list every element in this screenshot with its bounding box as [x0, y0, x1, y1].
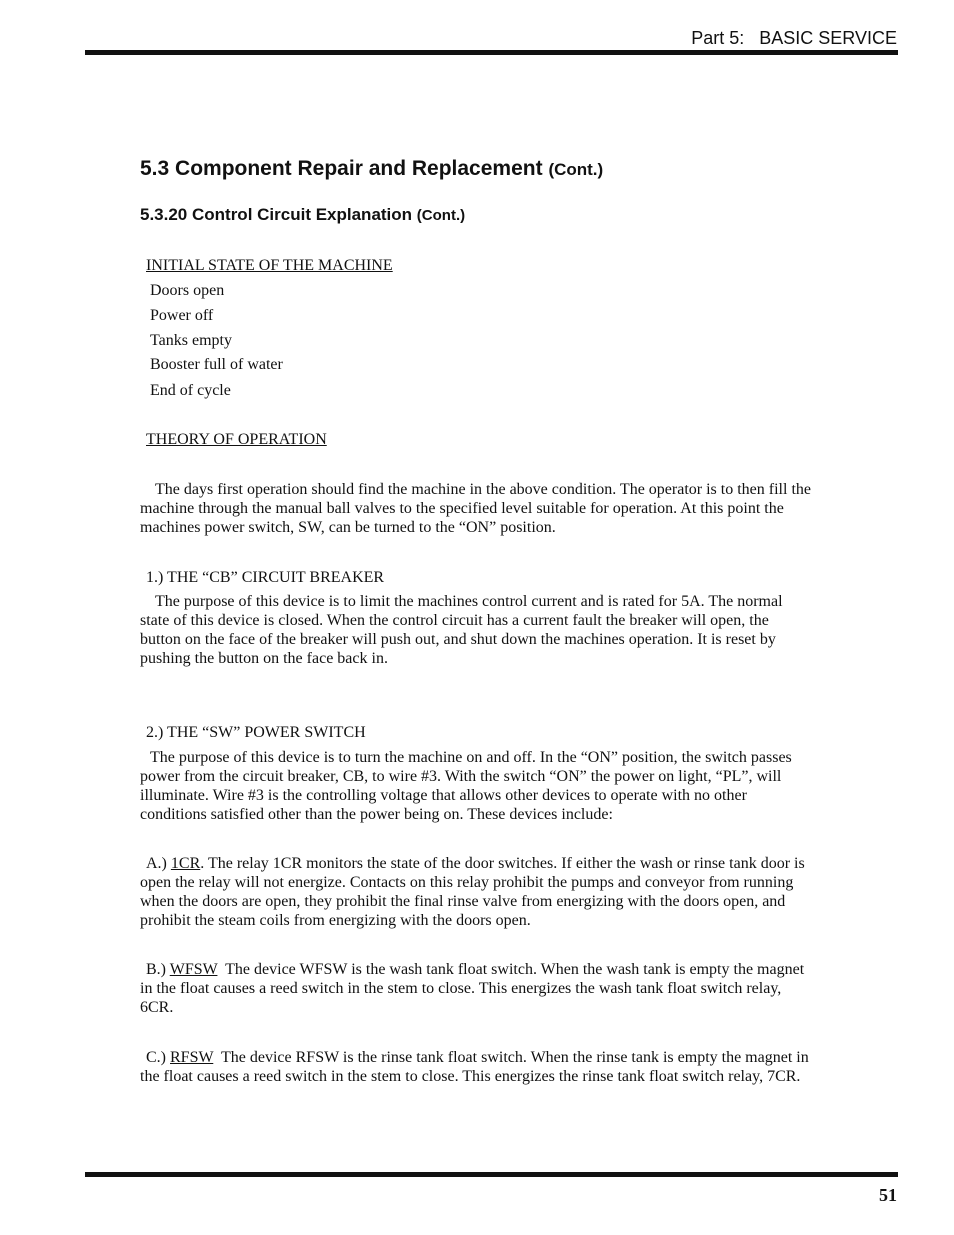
initial-state-heading: INITIAL STATE OF THE MACHINE	[146, 257, 393, 274]
section-title	[140, 157, 603, 181]
device-name: 1CR	[170, 855, 201, 872]
header-rule	[85, 50, 898, 55]
device-name: WFSW	[169, 961, 218, 978]
initial-state-item: Booster full of water	[150, 356, 283, 373]
device-wfsw-paragraph	[140, 960, 812, 1017]
section-title-cont: (Cont.)	[548, 160, 604, 179]
theory-heading: THEORY OF OPERATION	[146, 431, 327, 448]
device-name: RFSW	[170, 1049, 214, 1066]
footer-rule	[85, 1172, 898, 1177]
device-rfsw-paragraph	[140, 1048, 812, 1086]
subsection-title-cont: (Cont.)	[416, 207, 466, 224]
sw-heading: 2.) THE “SW” POWER SWITCH	[146, 724, 366, 741]
device-text: The device RFSW is the rinse tank float switch. When the rinse tank is empty the magnet in the float causes a reed switch in the stem to close. This energizes the rinse tank float switch relay, 7CR.	[140, 1049, 813, 1085]
theory-intro-paragraph: The days first operation should find the machine in the above condition. The operator is to then fill the machine through the manual ball valves to the specified level suitable for operation. At this point the machines power switch, SW, can be turned to the “ON” position.	[140, 481, 811, 536]
subsection-title	[140, 205, 465, 225]
device-text: . The relay 1CR monitors the state of the door switches. If either the wash or rinse tank door is open the relay will not energize. Contacts on this relay prohibit the pumps and conveyor from running when the doors are open, they prohibit the final rinse valve from energizing with the doors open, and prohibit the steam coils from energizing with the doors open.	[140, 855, 805, 929]
running-header: Part 5: BASIC SERVICE	[691, 28, 897, 48]
device-prefix: C.)	[146, 1049, 170, 1066]
page-number: 51	[879, 1185, 897, 1205]
device-prefix: B.)	[146, 961, 170, 978]
subsection-title-text: 5.3.20 Control Circuit Explanation	[140, 205, 413, 224]
cb-paragraph: The purpose of this device is to limit the machines control current and is rated for 5A. The normal state of this device is closed. When the control circuit has a current fault the breaker will open, the button on the face of the breaker will push out, and shut down the machines operation. It is reset by pushing the button on the face back in.	[140, 593, 783, 667]
initial-state-item: Power off	[150, 307, 214, 324]
section-title-text: 5.3 Component Repair and Replacement	[140, 157, 543, 180]
initial-state-item: Tanks empty	[150, 332, 232, 349]
device-1cr-paragraph	[140, 854, 812, 930]
sw-paragraph: The purpose of this device is to turn the machine on and off. In the “ON” position, the switch passes power from the circuit breaker, CB, to wire #3. With the switch “ON” the power on light, “PL”, will illuminate. Wire #3 is the controlling voltage that allows other devices to operate with no other conditions satisfied other than the power being on. These devices include:	[140, 749, 792, 823]
cb-heading: 1.) THE “CB” CIRCUIT BREAKER	[146, 569, 385, 586]
device-text: The device WFSW is the wash tank float switch. When the wash tank is empty the magnet in the float causes a reed switch in the stem to close. This energizes the wash tank float switch relay, 6CR.	[140, 961, 809, 1016]
initial-state-item: Doors open	[150, 282, 225, 299]
device-prefix: A.)	[146, 855, 171, 872]
initial-state-item: End of cycle	[150, 382, 231, 399]
